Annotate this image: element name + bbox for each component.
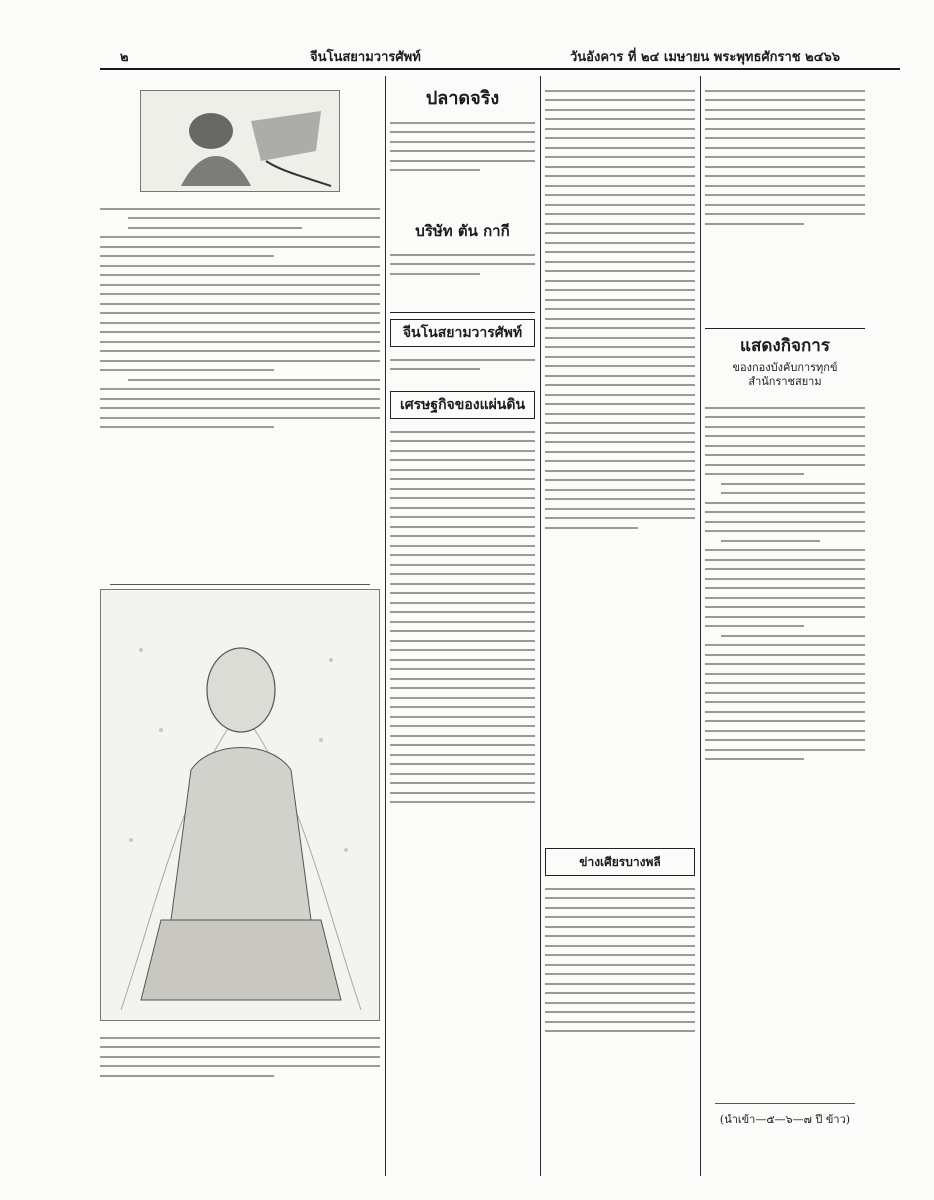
column-rule bbox=[700, 76, 701, 1176]
ad-company-text bbox=[390, 246, 535, 306]
article-body bbox=[390, 423, 535, 1123]
column-4 bbox=[705, 82, 865, 1172]
column-2 bbox=[390, 82, 535, 1172]
masthead-title-box: จีนโนสยามวารศัพท์ bbox=[390, 319, 535, 347]
large-illustration bbox=[100, 589, 380, 1021]
newspaper-name: จีนโนสยามวารศัพท์ bbox=[310, 50, 421, 65]
top-illustration bbox=[140, 90, 340, 192]
masthead-details bbox=[390, 351, 535, 385]
column-rule bbox=[540, 76, 541, 1176]
subhead-box: ข่างเศียรบางพลี bbox=[545, 848, 695, 876]
subhead-article-body bbox=[545, 880, 695, 1160]
column-3 bbox=[545, 82, 695, 1172]
masthead bbox=[100, 40, 900, 70]
column-rule bbox=[385, 76, 386, 1176]
ad-text-block bbox=[390, 114, 535, 214]
portrait-illustration bbox=[101, 590, 379, 1020]
top-article-text bbox=[705, 82, 865, 322]
article-headline: เศรษฐกิจของแผ่นดิน bbox=[390, 391, 535, 419]
section-title: แสดงกิจการ bbox=[740, 336, 830, 356]
section-subtitle-2: สำนักราชสยาม bbox=[748, 375, 822, 388]
figure-illustration bbox=[141, 91, 340, 191]
column-1 bbox=[100, 82, 380, 1172]
date-line: วันอังคาร ที่ ๒๔ เมษายน พระพุทธศักราช ๒๔๖๖ bbox=[570, 50, 841, 65]
footer-note: (นำเข้า—๕—๖—๗ ปี ข้าว) bbox=[719, 1113, 851, 1126]
caption-text-block bbox=[100, 1029, 380, 1119]
article-continuation bbox=[545, 82, 695, 842]
ad-title: ปลาดจริง bbox=[425, 88, 500, 109]
ad-company: บริษัท ตัน กากี bbox=[415, 222, 510, 240]
notices-list bbox=[705, 399, 865, 1099]
section-subtitle-1: ของกองบังคับการทุกข์ bbox=[732, 361, 838, 374]
article-text-block bbox=[100, 200, 380, 580]
page-number: ๒ bbox=[120, 50, 129, 65]
